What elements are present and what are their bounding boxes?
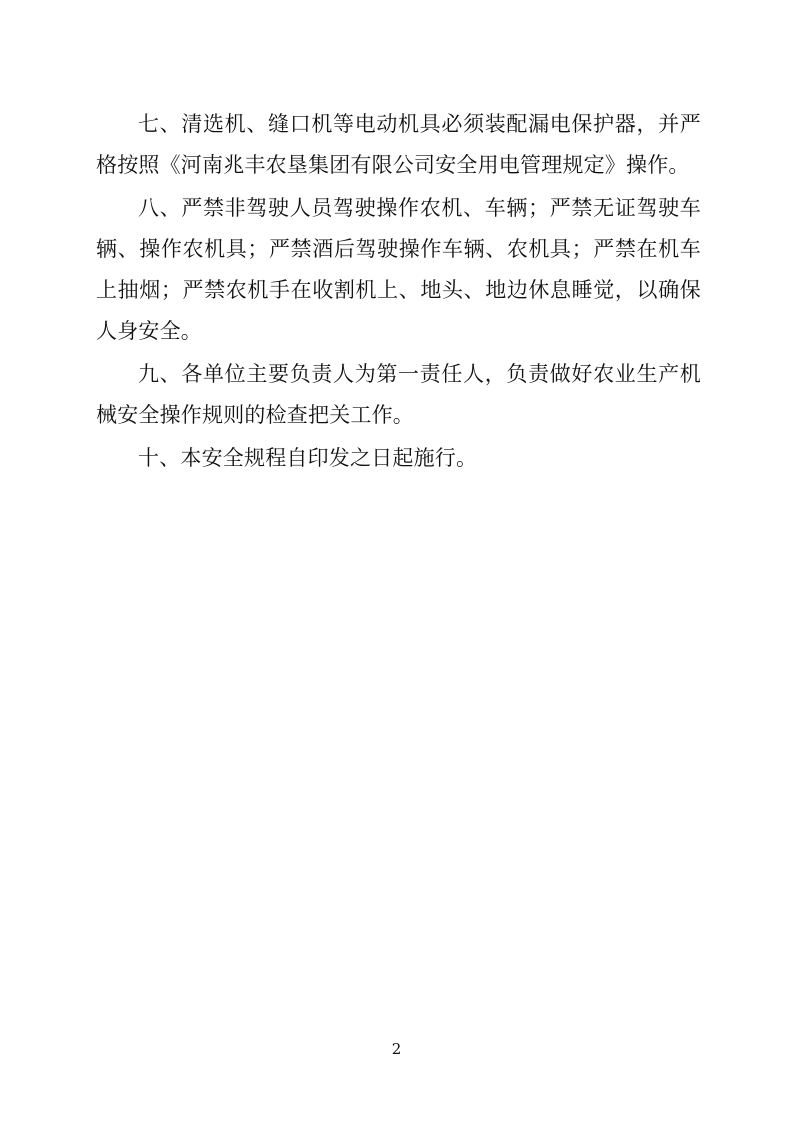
paragraph-item-8: 八、严禁非驾驶人员驾驶操作农机、车辆；严禁无证驾驶车辆、操作农机具；严禁酒后驾驶操作车辆、农机具；严禁在机车上抽烟；严禁农机手在收割机上、地头、地边休息睡觉，以确保人身安全。 bbox=[96, 196, 701, 343]
paragraph-item-7: 七、清选机、缝口机等电动机具必须装配漏电保护器，并严格按照《河南兆丰农垦集团有限公司安全用电管理规定》操作。 bbox=[96, 112, 701, 177]
paragraph-item-10: 十、本安全规程自印发之日起施行。 bbox=[138, 446, 478, 470]
paragraph-item-9: 九、各单位主要负责人为第一责任人，负责做好农业生产机械安全操作规则的检查把关工作。 bbox=[96, 362, 701, 427]
document-body bbox=[96, 104, 701, 481]
page-number: 2 bbox=[391, 1040, 402, 1058]
